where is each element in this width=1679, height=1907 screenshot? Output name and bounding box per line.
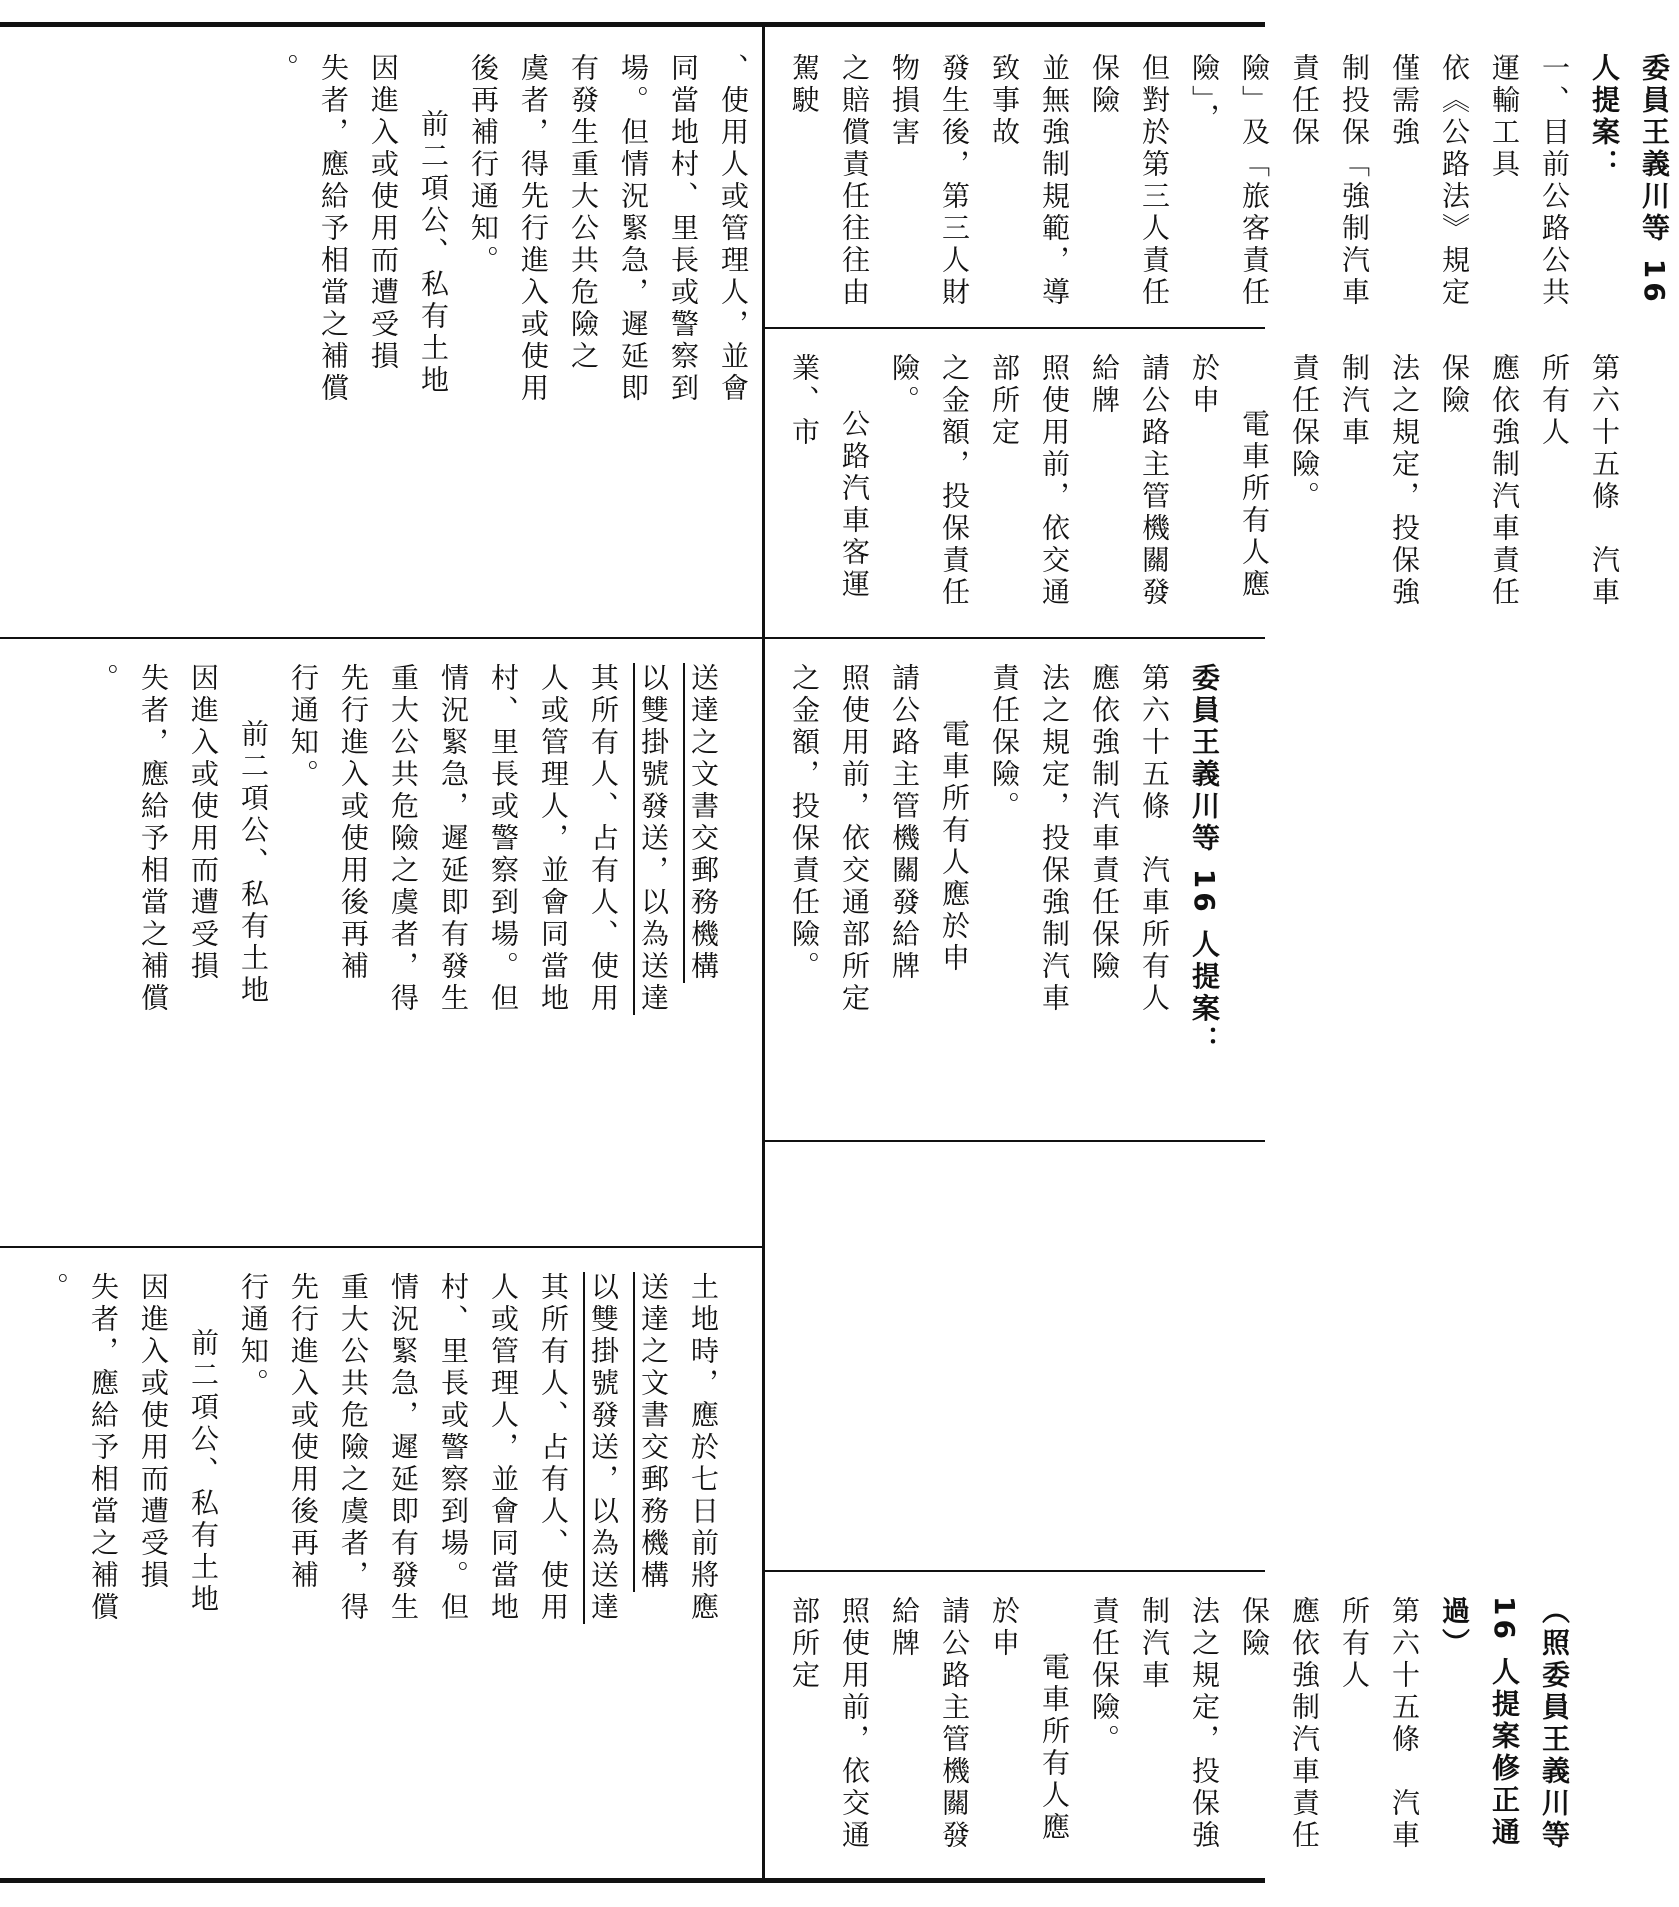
text-line: 發生後，第三人財物損害 <box>888 53 971 309</box>
text-line: 第六十五條 汽車所有人 <box>1538 353 1621 609</box>
text-line: 失者，應給予相當之補償 <box>317 53 350 405</box>
text-line: 行通知。 <box>287 663 320 791</box>
text-line: 失者，應給予相當之補償 <box>87 1272 120 1624</box>
text-line: 照使用前，依交通部所定 <box>838 663 871 1015</box>
text-line: 情況緊急，遲延即有發生 <box>437 663 470 1015</box>
text-line: 一、目前公路公共運輸工具 <box>1488 53 1571 309</box>
text-line: 責任保險。 <box>988 663 1021 823</box>
text-line: 前二項公、私有土地 <box>187 1328 220 1616</box>
text-line: 。 <box>87 663 120 695</box>
right-cell-3 <box>775 637 1250 1140</box>
text-line: 依《公路法》規定僅需強 <box>1388 53 1471 309</box>
text-line: 以雙掛號發送，以為送達 <box>587 1272 620 1624</box>
right-cell-5-text <box>779 53 1679 317</box>
text-line: 其所有人、占有人、使用 <box>537 1272 570 1624</box>
text-line: 情況緊急，遲延即有發生 <box>387 1272 420 1624</box>
text-line: 制投保「強制汽車責任保 <box>1288 53 1371 309</box>
text-line: 請公路主管機關發給牌 <box>888 663 921 983</box>
text-line: 公路汽車客運業、市 <box>788 353 871 601</box>
text-line: 照使用前，依交通部所定 <box>788 1596 871 1852</box>
text-line: 重大公共危險之虞者，得 <box>337 1272 370 1624</box>
text-line: 應依強制汽車責任保險 <box>1088 663 1121 983</box>
table-bottom-rule <box>0 1878 1265 1883</box>
text-line: 重大公共危險之虞者，得 <box>387 663 420 1015</box>
text-line: 村、里長或警察到場。但 <box>437 1272 470 1624</box>
text-line: 請公路主管機關發給牌 <box>888 1596 971 1852</box>
text-line: 人或管理人，並會同當地 <box>487 1272 520 1624</box>
right-cell-1-text <box>779 1596 1579 1868</box>
text-line: 之金額，投保責任險。 <box>788 663 821 983</box>
text-line: 法之規定，投保強制汽車 <box>1338 353 1421 609</box>
text-line: 土地時，應於七日前將應 <box>687 1272 720 1624</box>
text-line: 應依強制汽車責任保險 <box>1238 1596 1321 1852</box>
text-line: 其所有人、占有人、使用 <box>587 663 620 1015</box>
text-line: 同當地村、里長或警察到 <box>667 53 700 405</box>
text-line: 前二項公、私有土地 <box>417 109 450 397</box>
text-line: 失者，應給予相當之補償 <box>137 663 170 1015</box>
text-line: 第六十五條 汽車所有人 <box>1338 1596 1421 1852</box>
right-cell-3-text <box>779 663 1229 1130</box>
text-line: 。 <box>267 53 300 85</box>
left-cell-2-text <box>78 663 728 1236</box>
text-line: 電車所有人應於申 <box>988 1596 1071 1844</box>
text-line: 因進入或使用而遭受損 <box>367 53 400 373</box>
amendment-heading: （照委員王義川等 16 人提案修正通過） <box>1438 1596 1571 1852</box>
text-line: 行通知。 <box>237 1272 270 1400</box>
text-line: 先行進入或使用後再補 <box>337 663 370 983</box>
text-line: 虞者，得先行進入或使用 <box>517 53 550 405</box>
text-line: 送達之文書交郵務機構 <box>687 663 720 983</box>
column-divider <box>762 22 765 1883</box>
proposal-heading: 委員王義川等 16 人提案： <box>1188 663 1221 1058</box>
text-line: 責任保險。 <box>1088 1596 1121 1756</box>
text-line: 但對於第三人責任保險 <box>1088 53 1171 309</box>
text-line: 第六十五條 汽車所有人 <box>1138 663 1171 1015</box>
text-line: 場。但情況緊急，遲延即 <box>617 53 650 405</box>
text-line: 照使用前，依交通部所定 <box>988 353 1071 609</box>
text-line: 後再補行通知。 <box>467 53 500 277</box>
text-line: 請公路主管機關發給牌 <box>1088 353 1171 609</box>
left-cell-3 <box>250 27 750 637</box>
right-cell-4-text <box>779 353 1629 627</box>
text-line: 之賠償責任往往由駕駛 <box>788 53 871 309</box>
right-cell-4 <box>775 327 1621 637</box>
proposal-heading: 委員王義川等 16 人提案： <box>1588 53 1671 306</box>
left-cell-1 <box>20 1246 740 1876</box>
text-line: 有發生重大公共危險之 <box>567 53 600 373</box>
text-line: 電車所有人應於申 <box>938 719 971 975</box>
left-cell-2 <box>70 637 740 1246</box>
text-line: 。 <box>37 1272 70 1304</box>
text-line: 之金額，投保責任險。 <box>888 353 971 609</box>
text-line: 送達之文書交郵務機構 <box>637 1272 670 1592</box>
text-line: 前二項公、私有土地 <box>237 719 270 1007</box>
text-line: 、使用人或管理人，並會 <box>717 53 750 405</box>
right-cell-1 <box>775 1570 1571 1878</box>
text-line: 並無強制規範，導致事故 <box>988 53 1071 309</box>
text-line: 法之規定，投保強制汽車 <box>1038 663 1071 1015</box>
text-line: 法之規定，投保強制汽車 <box>1138 1596 1221 1852</box>
text-line: 責任保險。 <box>1288 353 1321 513</box>
text-line: 先行進入或使用後再補 <box>287 1272 320 1592</box>
text-line: 村、里長或警察到場。但 <box>487 663 520 1015</box>
text-line: 因進入或使用而遭受損 <box>187 663 220 983</box>
left-cell-1-text <box>28 1272 728 1866</box>
text-line: 電車所有人應於申 <box>1188 353 1271 601</box>
left-cell-3-text <box>258 53 758 627</box>
text-line: 因進入或使用而遭受損 <box>137 1272 170 1592</box>
row-divider <box>765 1140 1265 1142</box>
text-line: 以雙掛號發送，以為送達 <box>637 663 670 1015</box>
text-line: 應依強制汽車責任保險 <box>1438 353 1521 609</box>
right-cell-5 <box>775 27 1671 327</box>
text-line: 險」及「旅客責任險」， <box>1188 53 1271 309</box>
text-line: 人或管理人，並會同當地 <box>537 663 570 1015</box>
